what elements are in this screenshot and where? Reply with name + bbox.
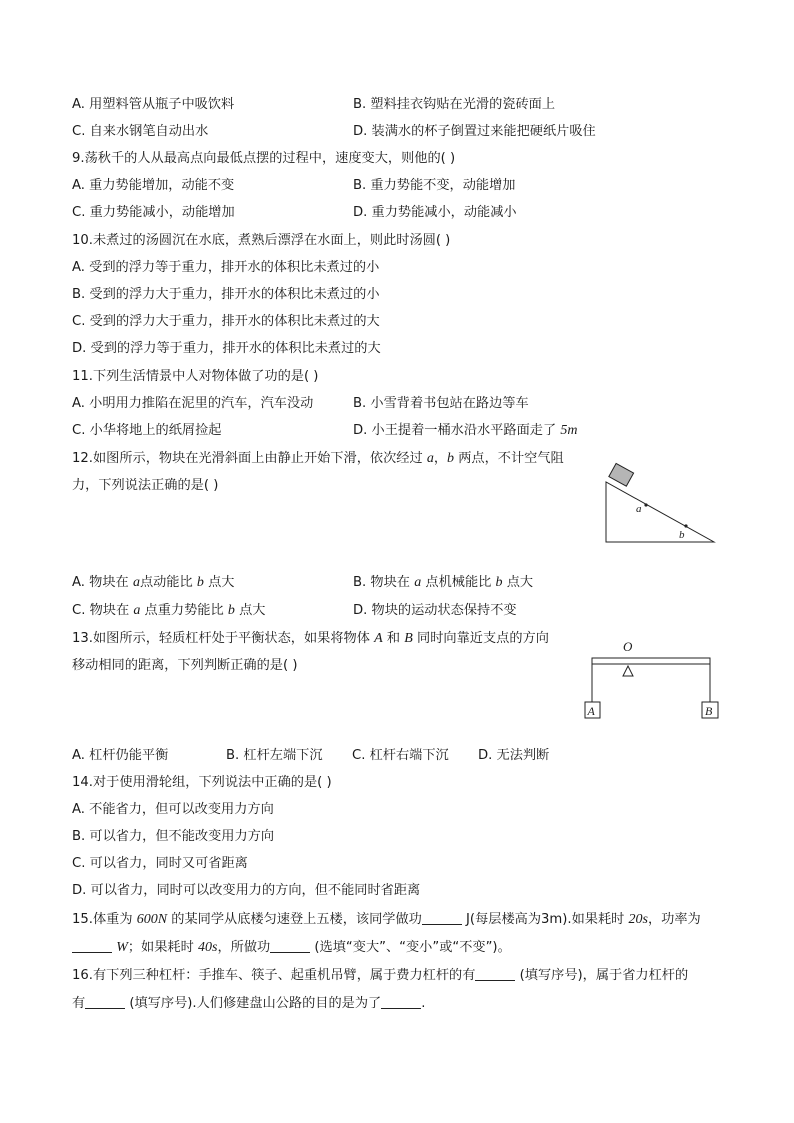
q15-p3: J(每层楼高为3m).如果耗时 xyxy=(461,912,629,927)
q10-option-b: B. 受到的浮力大于重力，排开水的体积比未煮过的小 xyxy=(72,287,380,302)
q16-p5: . xyxy=(421,996,426,1011)
point-b-dot xyxy=(684,524,687,527)
q15-blank-power[interactable] xyxy=(72,938,112,953)
q16-blank-saving[interactable] xyxy=(85,994,125,1009)
lever-bar xyxy=(592,658,710,664)
fulcrum-label-o: O xyxy=(623,639,633,654)
q12-stem-b: b xyxy=(447,451,455,466)
q8-option-c: C. 自来水钢笔自动出水 xyxy=(72,124,209,139)
q12-option-b xyxy=(353,574,533,592)
q12-option-c xyxy=(72,602,265,620)
q13-option-b: B. 杠杆左端下沉 xyxy=(226,748,323,763)
q16-blank-costly[interactable] xyxy=(475,966,515,981)
q15-weight: 600N xyxy=(136,912,168,927)
q11-option-a: A. 小明用力推陷在泥里的汽车，汽车没动 xyxy=(72,396,314,411)
q10-option-d: D. 受到的浮力等于重力，排开水的体积比未煮过的大 xyxy=(72,341,381,356)
q13-option-d: D. 无法判断 xyxy=(478,748,550,763)
q15-unit-w: W xyxy=(116,940,128,955)
q9-option-c: C. 重力势能减小，动能增加 xyxy=(72,205,235,220)
q12-b-mid: 点机械能比 xyxy=(421,575,496,590)
q8-option-b: B. 塑料挂衣钩贴在光滑的瓷砖面上 xyxy=(353,97,556,112)
q11-option-d-value: 5m xyxy=(560,423,578,438)
q12-b-var1: a xyxy=(414,575,422,590)
incline-triangle xyxy=(606,482,714,542)
q9-option-b: B. 重力势能不变，动能增加 xyxy=(353,178,516,193)
q16-blank-purpose[interactable] xyxy=(381,994,421,1009)
weight-b-label: B xyxy=(705,704,713,718)
q14-option-d: D. 可以省力，同时可以改变用力的方向，但不能同时省距离 xyxy=(72,883,421,898)
q11-option-b: B. 小雪背着书包站在路边等车 xyxy=(353,396,529,411)
q15-blank-work[interactable] xyxy=(422,910,462,925)
q12-option-a xyxy=(72,574,234,592)
q11-stem: 11.下列生活情景中人对物体做了功的是( ) xyxy=(72,369,319,384)
q8-option-a: A. 用塑料管从瓶子中吸饮料 xyxy=(72,97,235,112)
q13-stem-post: 同时向靠近支点的方向 xyxy=(412,631,549,646)
q11-option-d-text: D. 小王提着一桶水沿水平路面走了 xyxy=(353,423,561,438)
q12-c-var1: a xyxy=(133,603,141,618)
q15-p7: (选填“变大”、“变小”或“不变”)。 xyxy=(310,940,511,955)
q13-option-a: A. 杠杆仍能平衡 xyxy=(72,748,169,763)
q12-stem-line2: 力，下列说法正确的是( ) xyxy=(72,478,219,493)
q13-stem-and: 和 xyxy=(382,631,405,646)
q15-p1: 15.体重为 xyxy=(72,912,137,927)
q12-c-var2: b xyxy=(227,603,235,618)
q11-option-c: C. 小华将地上的纸屑捡起 xyxy=(72,423,222,438)
q16-p4: (填写序号).人们修建盘山公路的目的是为了 xyxy=(125,996,382,1011)
q15-line1 xyxy=(72,910,701,929)
q11-option-d xyxy=(353,422,577,440)
q13-stem-line2: 移动相同的距离，下列判断正确的是( ) xyxy=(72,658,298,673)
q15-time2: 40s xyxy=(198,940,218,955)
q12-b-post: 点大 xyxy=(502,575,534,590)
q12-a-pre: A. 物块在 xyxy=(72,575,133,590)
q15-blank-change[interactable] xyxy=(270,938,310,953)
q13-stem-pre: 13.如图所示，轻质杠杆处于平衡状态，如果将物体 xyxy=(72,631,375,646)
q12-a-var2: b xyxy=(196,575,204,590)
q15-p5: ；如果耗时 xyxy=(127,940,199,955)
q9-option-d: D. 重力势能减小，动能减小 xyxy=(353,205,517,220)
q12-stem-post: 两点，不计空气阻 xyxy=(454,451,564,466)
point-b-label: b xyxy=(679,529,685,541)
weight-a-label: A xyxy=(587,704,595,718)
q16-p1: 16.有下列三种杠杆：手推车、筷子、起重机吊臂，属于费力杠杆的有 xyxy=(72,968,476,983)
q10-option-a: A. 受到的浮力等于重力，排开水的体积比未煮过的小 xyxy=(72,260,380,275)
q14-option-c: C. 可以省力，同时又可省距离 xyxy=(72,856,248,871)
q12-stem-line1 xyxy=(72,450,564,468)
q12-b-var2: b xyxy=(495,575,503,590)
q16-p2: (填写序号)，属于省力杠杆的 xyxy=(515,968,689,983)
q12-a-post: 点大 xyxy=(203,575,235,590)
q12-a-var1: a xyxy=(132,575,140,590)
q14-option-a: A. 不能省力，但可以改变用力方向 xyxy=(72,802,274,817)
q13-option-c: C. 杠杆右端下沉 xyxy=(352,748,449,763)
q16-line1 xyxy=(72,966,688,985)
q12-c-post: 点大 xyxy=(234,603,266,618)
q12-stem-pre: 12.如图所示，物块在光滑斜面上由静止开始下滑，依次经过 xyxy=(72,451,427,466)
q12-c-pre: C. 物块在 xyxy=(72,603,134,618)
q9-option-a: A. 重力势能增加，动能不变 xyxy=(72,178,235,193)
q16-line2 xyxy=(72,994,425,1013)
q14-option-b: B. 可以省力，但不能改变用力方向 xyxy=(72,829,275,844)
q14-stem: 14.对于使用滑轮组，下列说法中正确的是( ) xyxy=(72,775,332,790)
q15-p6: ，所做功 xyxy=(217,940,271,955)
q13-stem-A: A xyxy=(374,631,383,646)
q15-p2: 的某同学从底楼匀速登上五楼，该同学做功 xyxy=(167,912,422,927)
q12-c-mid: 点重力势能比 xyxy=(140,603,228,618)
q16-p3: 有 xyxy=(72,996,86,1011)
q12-option-d: D. 物块的运动状态保持不变 xyxy=(353,603,517,618)
q12-stem-sep: ， xyxy=(433,451,448,466)
q12-incline-figure xyxy=(600,460,725,550)
q12-b-pre: B. 物块在 xyxy=(353,575,415,590)
q8-option-d: D. 装满水的杯子倒置过来能把硬纸片吸住 xyxy=(353,124,596,139)
q12-a-mid: 点动能比 xyxy=(139,575,197,590)
point-a-label: a xyxy=(636,503,642,515)
q15-line2 xyxy=(72,938,511,957)
q13-stem-B: B xyxy=(404,631,413,646)
q15-time1: 20s xyxy=(628,912,648,927)
q13-lever-figure xyxy=(580,636,725,726)
q10-option-c: C. 受到的浮力大于重力，排开水的体积比未煮过的大 xyxy=(72,314,380,329)
q13-stem-line1 xyxy=(72,630,549,648)
q9-stem: 9.荡秋千的人从最高点向最低点摆的过程中，速度变大，则他的( ) xyxy=(72,151,456,166)
fulcrum-triangle xyxy=(623,666,633,676)
point-a-dot xyxy=(644,503,647,506)
q10-stem: 10.未煮过的汤圆沉在水底，煮熟后漂浮在水面上，则此时汤圆( ) xyxy=(72,233,451,248)
q12-stem-a: a xyxy=(426,451,434,466)
q15-p4: ，功率为 xyxy=(647,912,701,927)
sliding-block xyxy=(609,463,634,486)
